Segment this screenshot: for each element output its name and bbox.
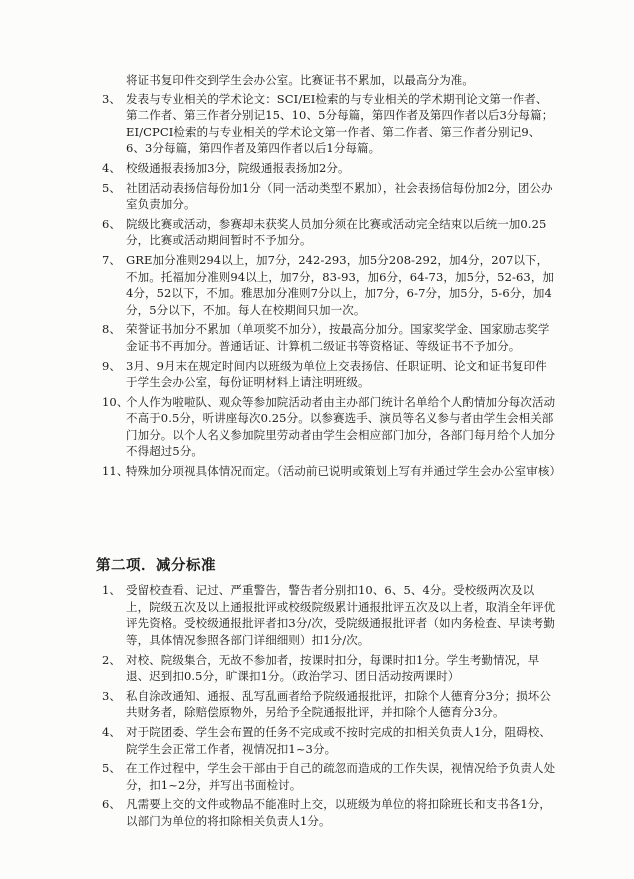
item-text: 个人作为啦啦队、观众等参加院活动者由主办部门统计名单给个人酌情加分每次活动不高于0.5分，听讲座每次0.25分。以参赛选手、演员等名义参与者由学生会相关部门加分。以个人名义参加院里劳动者由学生会相应部门加分，各部门每月给个人加分不得超过5分。	[126, 394, 556, 459]
minus-item-1	[96, 582, 556, 648]
item-number: 6、	[102, 216, 122, 231]
item-text: 荣誉证书加分不累加（单项奖不加分），按最高分加分。国家奖学金、国家励志奖学金证书不再加分。普通话证、计算机二级证书等资格证、等级证书不予加分。	[126, 322, 550, 353]
item-text: 特殊加分项视具体情况而定。（活动前已说明或策划上写有并通过学生会办公室审核）	[126, 464, 562, 479]
item-number: 2、	[102, 652, 122, 667]
item-text: 院级比赛或活动，参赛却未获奖人员加分须在比赛或活动完全结束以后统一加0.25分，比赛或活动期间暂时不予加分。	[126, 216, 547, 248]
plus-item-5	[96, 180, 556, 213]
item-text: 对校、院级集合，无故不参加者，按课时扣分，每课时扣1分。学生考勤情况，早退、迟到扣0.5分，旷课扣1分。（政治学习、团日活动按两课时）	[126, 652, 540, 684]
plus-item-7	[96, 252, 556, 318]
plus-item-8	[96, 321, 556, 354]
item-text: 社团活动表扬信每份加1分（同一活动类型不累加），社会表扬信每份加2分，团公办室负责加分。	[126, 180, 553, 212]
plus-item-9	[96, 358, 556, 391]
item-number: 1、	[102, 583, 122, 598]
item-number: 11、	[102, 464, 129, 479]
minus-item-4	[96, 724, 556, 757]
item-text: 私自涂改通知、通报、乱写乱画者给予院级通报批评，扣除个人德育分3分；损坏公共财务者，除赔偿原物外，另给予全院通报批评，并扣除个人德育分3分。	[126, 688, 552, 720]
item-text: 3月、9月末在规定时间内以班级为单位上交表扬信、任职证明、论文和证书复印件于学生会办公室，每份证明材料上请注明班级。	[126, 358, 547, 390]
item-number: 7、	[102, 252, 122, 267]
item-text: 发表与专业相关的学术论文：SCI/EI检索的与专业相关的学术期刊论文第一作者、第二作者、第三作者分别记15、10、5分每篇，第四作者及第四作者以后3分每篇；EI/CPCI检索的与专业相关的学术论文第一作者、第二作者、第三作者分别记9、6、3分每篇，第四作者及第四作者以后1分每篇。	[126, 91, 554, 156]
item-number: 5、	[102, 761, 122, 776]
minus-item-2	[96, 652, 556, 685]
plus-item-4	[96, 160, 556, 177]
item-text: 在工作过程中，学生会干部由于自己的疏忽而造成的工作失误，视情况给予负责人处分，扣1~2分，并写出书面检讨。	[126, 761, 556, 792]
item-text: 受留校查看、记过、严重警告，警告者分别扣10、6、5、4分。受校级两次及以上，院级五次及以上通报批评或校级院级累计通报批评五次及以上者，取消全年评优评先资格。受校级通报批评者扣3分/次，受院级通报批评者（如内务检查、早读考勤等，具体情况参照各部门详细细则）扣1分/次。	[126, 583, 556, 648]
plus-item-6	[96, 216, 556, 249]
item-number: 6、	[102, 797, 122, 812]
section-heading: 第二项．减分标准	[96, 556, 216, 574]
minus-item-3	[96, 688, 556, 721]
item-number: 9、	[102, 358, 122, 373]
item-text: 对于院团委、学生会布置的任务不完成或不按时完成的扣相关负责人1分，阻碍校、院学生会正常工作者，视情况扣1~3分。	[126, 725, 552, 756]
item-number: 8、	[102, 322, 122, 337]
item-text: 校级通报表扬加3分，院级通报表扬加2分。	[126, 160, 350, 175]
item-number: 4、	[102, 160, 122, 175]
continuation-text: 将证书复印件交到学生会办公室。比赛证书不累加，以最高分为准。	[126, 73, 474, 87]
plus-item-11	[96, 463, 562, 480]
item-number: 3、	[102, 91, 122, 106]
item-number: 5、	[102, 180, 122, 195]
item-text: GRE加分准则294以上，加7分，242-293，加5分208-292，加4分，207以下，不加。托福加分准则94以上，加7分，83-93，加6分，64-73，加5分，52-63，加4分，52以下，不加。雅思加分准则7分以上，加7分，6-7分，加5分，5-6分，加4分，5分以下，不加。每人在校期间只加一次。	[126, 252, 555, 317]
minus-item-6	[96, 796, 556, 829]
item-text: 凡需要上交的文件或物品不能准时上交，以班级为单位的将扣除班长和支书各1分，以部门为单位的将扣除相关负责人1分。	[126, 797, 552, 828]
plus-item-10	[96, 394, 556, 460]
item-number: 10、	[102, 394, 129, 409]
plus-item-3	[96, 91, 556, 157]
item-number: 4、	[102, 725, 122, 739]
item-number: 3、	[102, 688, 122, 703]
minus-item-5	[96, 760, 556, 793]
document-body	[96, 72, 562, 833]
